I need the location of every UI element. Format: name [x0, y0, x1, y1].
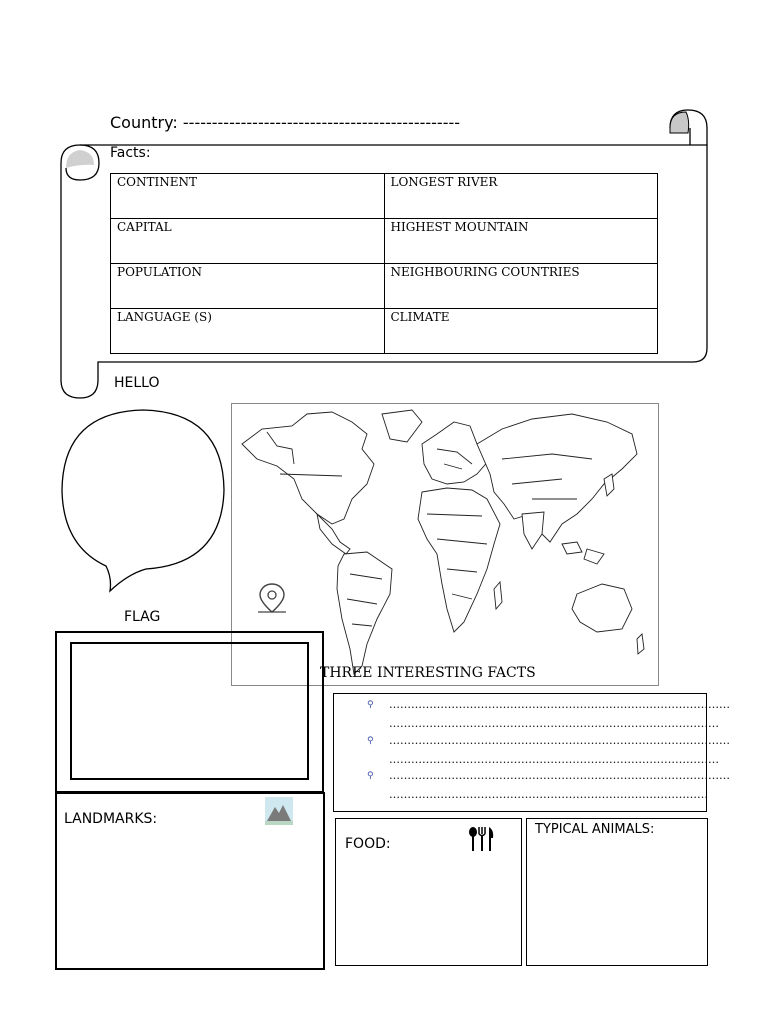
table-row — [111, 219, 658, 264]
fact-line[interactable]: ……………………………………………………………………………… — [389, 753, 719, 766]
table-cell[interactable]: LONGEST RIVER — [384, 174, 658, 219]
table-row — [111, 264, 658, 309]
cutlery-icon — [467, 826, 495, 852]
facts-table — [110, 173, 658, 354]
landmarks-label: LANDMARKS: — [64, 811, 158, 827]
interesting-facts-box — [333, 693, 730, 812]
table-cell[interactable]: NEIGHBOURING COUNTRIES — [384, 264, 658, 309]
typical-animals-label: TYPICAL ANIMALS: — [535, 822, 655, 837]
mountain-icon — [265, 797, 293, 825]
table-cell[interactable]: CONTINENT — [111, 174, 385, 219]
country-label: Country: — [110, 113, 178, 132]
magnifier-bullet-icon: ⚲ — [367, 736, 374, 746]
location-pin-icon — [258, 584, 286, 612]
table-cell[interactable]: CAPITAL — [111, 219, 385, 264]
fact-line[interactable]: …………………………………………………………………………… — [389, 788, 708, 801]
fact-line[interactable]: ……………………………………………………………………………… — [389, 717, 719, 730]
country-fill-line[interactable]: ------------------------------------------------ — [182, 113, 461, 132]
hello-label: HELLO — [114, 375, 160, 391]
food-label: FOOD: — [345, 836, 391, 852]
speech-bubble[interactable] — [58, 406, 230, 596]
fact-line[interactable]: ………………………………………………………………………………… — [389, 698, 730, 711]
typical-animals-box[interactable] — [526, 818, 708, 966]
table-cell[interactable]: CLIMATE — [384, 309, 658, 354]
fact-line[interactable]: ………………………………………………………………………………… — [389, 769, 730, 782]
interesting-facts-title: THREE INTERESTING FACTS — [320, 665, 536, 681]
table-cell[interactable]: POPULATION — [111, 264, 385, 309]
magnifier-bullet-icon: ⚲ — [367, 771, 374, 781]
table-cell[interactable]: HIGHEST MOUNTAIN — [384, 219, 658, 264]
table-cell[interactable]: LANGUAGE (S) — [111, 309, 385, 354]
magnifier-bullet-icon: ⚲ — [367, 700, 374, 710]
country-title — [110, 113, 460, 132]
table-row — [111, 174, 658, 219]
table-row — [111, 309, 658, 354]
flag-label: FLAG — [124, 609, 161, 625]
flag-drawing-area[interactable] — [70, 642, 309, 780]
facts-label: Facts: — [110, 145, 151, 161]
fact-line[interactable]: ………………………………………………………………………………… — [389, 734, 730, 747]
